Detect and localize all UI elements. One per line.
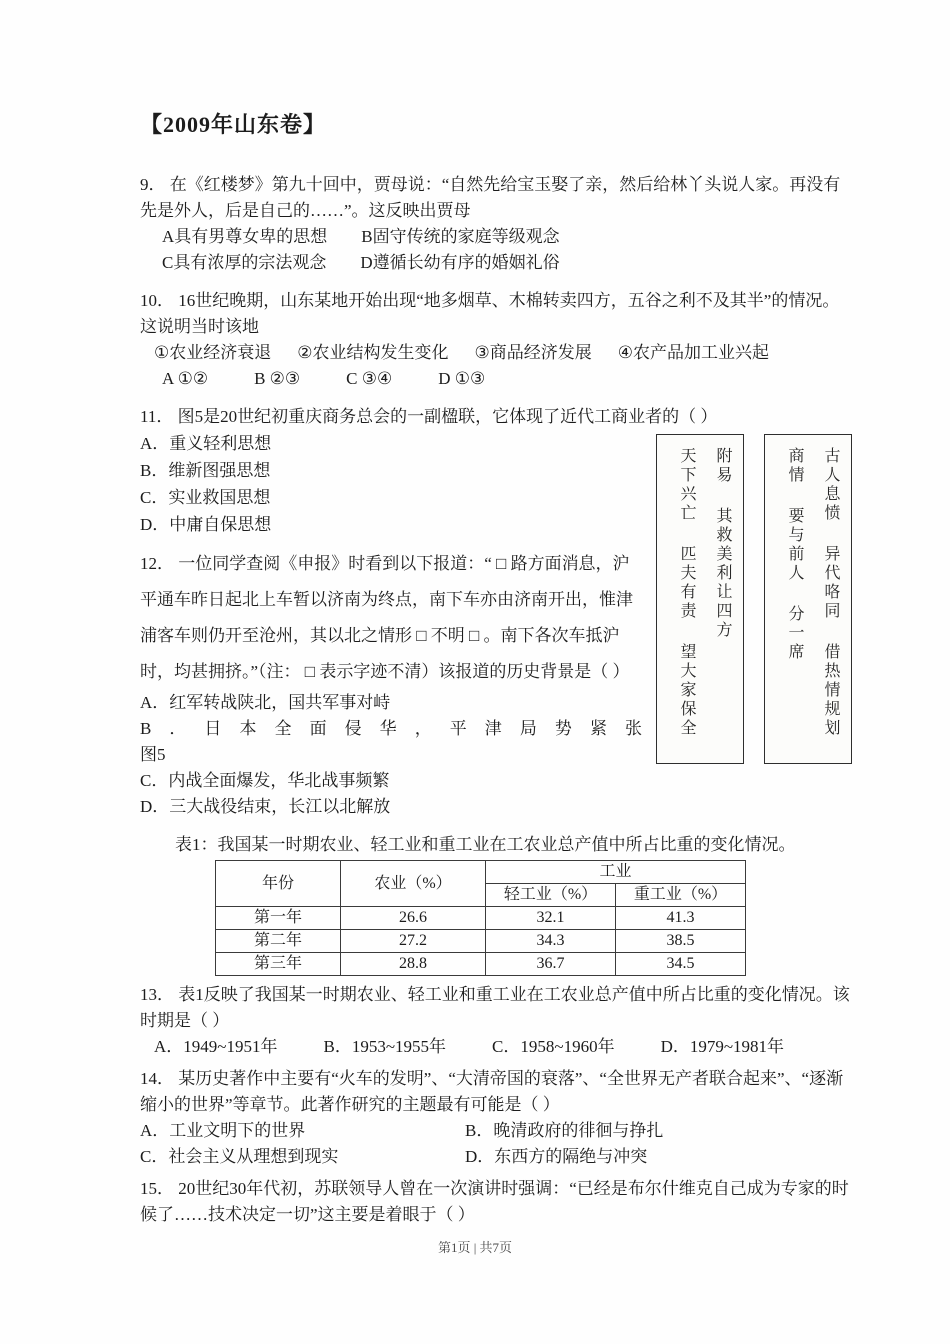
option-c: C．1958~1960年 xyxy=(492,1037,615,1056)
option-b: B．日本全面侵华，平津局势紧张 xyxy=(140,719,642,738)
table-cell: 34.3 xyxy=(486,930,616,953)
table-row xyxy=(216,953,746,976)
couplet-column: 商情 要与前人 分一席 xyxy=(786,447,805,662)
table-cell: 第二年 xyxy=(216,930,341,953)
table-row xyxy=(216,907,746,930)
col-agriculture: 农业（%） xyxy=(341,861,486,907)
question-9 xyxy=(140,172,852,276)
question-13 xyxy=(140,982,852,1060)
option-b: B．1953~1955年 xyxy=(323,1037,447,1056)
option-d: D ①③ xyxy=(438,369,486,388)
table-caption: 表1：我国某一时期农业、轻工业和重工业在工农业总产值中所占比重的变化情况。 xyxy=(175,835,796,854)
table-header-row xyxy=(216,861,746,884)
table-cell: 32.1 xyxy=(486,907,616,930)
item-3: ③商品经济发展 xyxy=(474,343,592,362)
option-c: C．实业救国思想 xyxy=(140,488,271,507)
col-light-industry: 轻工业（%） xyxy=(486,884,616,907)
option-b: B．维新图强思想 xyxy=(140,461,271,480)
table-cell: 第三年 xyxy=(216,953,341,976)
table-cell: 26.6 xyxy=(341,907,486,930)
item-1: ①农业经济衰退 xyxy=(154,343,272,362)
numbered-items-row xyxy=(140,340,852,366)
table-cell: 41.3 xyxy=(616,907,746,930)
figure-5-couplet xyxy=(656,434,852,764)
question-15 xyxy=(140,1176,852,1228)
table-1 xyxy=(215,860,746,976)
option-a: A具有男尊女卑的思想 xyxy=(162,227,328,246)
question-stem: 10． 16世纪晚期，山东某地开始出现“地多烟草、木棉转卖四方，五谷之利不及其半”的情况。这说明当时该地 xyxy=(140,291,840,336)
couplet-column: 附易 其救美利让四方 xyxy=(714,447,733,640)
option-d: D遵循长幼有序的婚姻礼俗 xyxy=(360,253,560,272)
table-cell: 38.5 xyxy=(616,930,746,953)
options-row xyxy=(140,1144,852,1170)
option-a: A．红军转战陕北，国共军事对峙 xyxy=(140,693,391,712)
item-4: ④农产品加工业兴起 xyxy=(617,343,769,362)
option-a: A ①② xyxy=(162,369,209,388)
option-a: A．工业文明下的世界 xyxy=(140,1121,306,1140)
option-c: C ③④ xyxy=(346,369,393,388)
option-c: C．内战全面爆发，华北战事频繁 xyxy=(140,771,390,790)
question-11 xyxy=(140,404,852,820)
couplet-right-scroll xyxy=(764,434,852,764)
question-stem: 11． 图5是20世纪初重庆商务总会的一副楹联，它体现了近代工商业者的（ ） xyxy=(140,407,718,426)
option-a: A．1949~1951年 xyxy=(154,1037,278,1056)
question-stem: 13． 表1反映了我国某一时期农业、轻工业和重工业在工农业总产值中所占比重的变化情况。该时期是（ ） xyxy=(140,985,850,1030)
option-c: C．社会主义从理想到现实 xyxy=(140,1147,339,1166)
table-row xyxy=(216,930,746,953)
table-cell: 第一年 xyxy=(216,907,341,930)
options-row xyxy=(140,250,852,276)
option-c: C具有浓厚的宗法观念 xyxy=(162,253,327,272)
col-year: 年份 xyxy=(216,861,341,907)
options-row xyxy=(140,366,852,392)
question-stem: 15． 20世纪30年代初，苏联领导人曾在一次演讲时强调：“已经是布尔什维克自己成为专家的时候了……技术决定一切”这主要是着眼于（ ） xyxy=(140,1179,849,1224)
option-b: B ②③ xyxy=(254,369,301,388)
option-d: D．1979~1981年 xyxy=(660,1037,785,1056)
question-10 xyxy=(140,288,852,392)
table-cell: 34.5 xyxy=(616,953,746,976)
item-2: ②农业结构发生变化 xyxy=(297,343,449,362)
couplet-column: 古人息愤 异代咯同 借热情规划 xyxy=(822,447,841,738)
option-b: B固守传统的家庭等级观念 xyxy=(361,227,560,246)
table-cell: 27.2 xyxy=(341,930,486,953)
table-cell: 28.8 xyxy=(341,953,486,976)
option-b: B．晚清政府的徘徊与挣扎 xyxy=(465,1121,664,1140)
col-industry: 工业 xyxy=(486,861,746,884)
option-d: D．三大战役结束，长江以北解放 xyxy=(140,797,391,816)
table-1-section xyxy=(140,832,852,976)
figure-5-label: 图5 xyxy=(140,745,166,764)
question-14 xyxy=(140,1066,852,1170)
couplet-left-scroll xyxy=(656,434,744,764)
col-heavy-industry: 重工业（%） xyxy=(616,884,746,907)
options-row xyxy=(140,224,852,250)
question-stem: 12． 一位同学查阅《申报》时看到以下报道：“ □ 路方面消息，沪平通车昨日起北上车暂以济南为终点，南下车亦由济南开出，惟津浦客车则仍开至沧州，其以北之情形 □ 不明 □ 。南下各次车抵沪时，均甚拥挤。”（注： □ 表示字迹不清）该报道的历史背景是（ ） xyxy=(140,554,633,681)
exam-content xyxy=(140,112,852,1240)
options-row xyxy=(140,1118,852,1144)
page-title: 【2009年山东卷】 xyxy=(140,112,327,137)
page-footer: 第1页 | 共7页 xyxy=(437,1240,513,1255)
option-d: D．中庸自保思想 xyxy=(140,515,272,534)
option-d: D．东西方的隔绝与冲突 xyxy=(465,1147,648,1166)
question-stem: 14． 某历史著作中主要有“火车的发明”、“大清帝国的衰落”、“全世界无产者联合起来”、“逐渐缩小的世界”等章节。此著作研究的主题最有可能是（ ） xyxy=(140,1069,844,1114)
question-stem: 9． 在《红楼梦》第九十回中，贾母说：“自然先给宝玉娶了亲，然后给林丫头说人家。再没有先是外人，后是自己的……”。这反映出贾母 xyxy=(140,175,841,220)
options-row xyxy=(140,1034,852,1060)
table-cell: 36.7 xyxy=(486,953,616,976)
option-a: A．重义轻利思想 xyxy=(140,434,272,453)
couplet-column: 天下兴亡 匹夫有责 望大家保全 xyxy=(678,447,697,738)
